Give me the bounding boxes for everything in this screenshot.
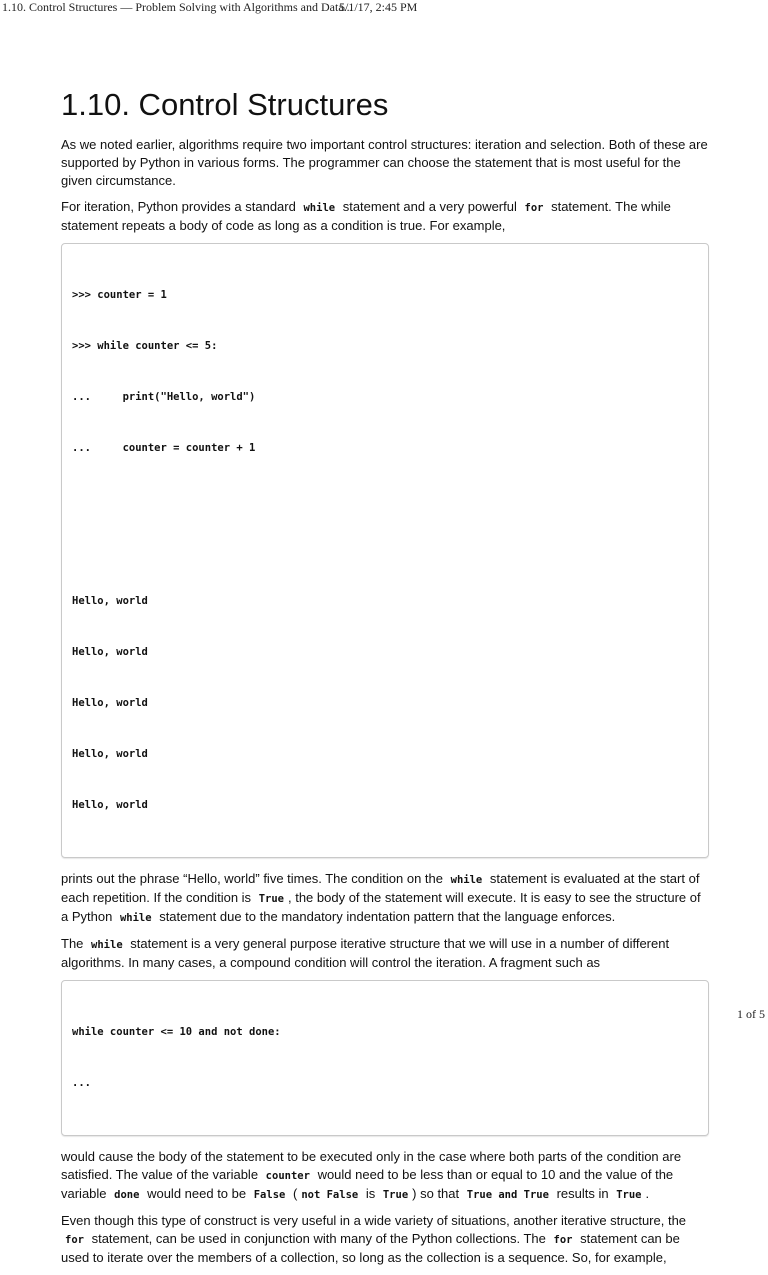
text: prints out the phrase “Hello, world” five times. The condition on the <box>61 871 444 886</box>
code-line <box>72 542 698 559</box>
code-line: >>> counter = 1 <box>72 289 167 301</box>
inline-code: True and True <box>466 1189 549 1201</box>
page-title: 1.10. Control Structures <box>61 87 389 122</box>
text: results in <box>556 1186 609 1201</box>
text: Even though this type of construct is very useful in a wide variety of situations, another iterative structure, the <box>61 1213 687 1228</box>
inline-code: True <box>616 1189 642 1201</box>
code-line <box>72 491 698 508</box>
code-line: ... <box>72 1077 91 1089</box>
text: statement due to the mandatory indentation pattern that the language enforces. <box>159 909 616 924</box>
inline-code: for <box>65 1234 84 1246</box>
paragraph-iteration <box>61 198 709 235</box>
paragraph-for-statement <box>61 1212 709 1267</box>
code-line: Hello, world <box>72 799 148 811</box>
code-block-while-example <box>61 243 709 858</box>
text: ) so that <box>412 1186 460 1201</box>
document-content <box>61 86 709 1275</box>
inline-code: while <box>119 912 152 924</box>
text: statement can be used to iterate over the members of a collection, so long as the collection is a sequence. So, for example, <box>61 1231 680 1265</box>
text: For iteration, Python provides a standard <box>61 199 296 214</box>
text: statement, can be used in conjunction with many of the Python collections. The <box>91 1231 546 1246</box>
code-line: Hello, world <box>72 595 148 607</box>
code-line: ... print("Hello, world") <box>72 391 256 403</box>
code-line: Hello, world <box>72 697 148 709</box>
paragraph-condition-result <box>61 1148 709 1204</box>
code-line: Hello, world <box>72 646 148 658</box>
print-header-title: 1.10. Control Structures — Problem Solving with Algorithms and Data... <box>2 0 353 14</box>
inline-code: True <box>258 893 284 905</box>
text: statement. The while statement repeats a body of code as long as a condition is true. For example, <box>61 199 671 233</box>
text: ( <box>292 1186 298 1201</box>
text: . <box>645 1186 650 1201</box>
inline-code: True <box>382 1189 409 1201</box>
code-block-compound-condition <box>61 980 709 1136</box>
inline-code: False <box>253 1189 286 1201</box>
print-header-datetime: 5/1/17, 2:45 PM <box>339 0 418 14</box>
inline-code: for <box>524 202 544 214</box>
text: , the body of the statement will execute. It is easy to see the structure of a Python <box>61 890 701 924</box>
paragraph-compound-condition <box>61 935 709 972</box>
text: would cause the body of the statement to be executed only in the case where both parts of the condition are satisfied. The value of the variable <box>61 1149 682 1182</box>
inline-code: while <box>303 202 336 214</box>
text: would need to be less than or equal to 10 and the value of the variable <box>61 1167 674 1201</box>
inline-code: for <box>553 1234 573 1246</box>
code-line: >>> while counter <= 5: <box>72 340 218 352</box>
inline-code: not False <box>301 1189 359 1201</box>
inline-code: counter <box>265 1170 310 1182</box>
paragraph-while-explanation <box>61 870 709 927</box>
text: The <box>61 936 84 951</box>
text: would need to be <box>147 1186 247 1201</box>
paragraph-intro: As we noted earlier, algorithms require two important control structures: iteration and selection. Both of these are supported by Python in various forms. The programmer can choose the statement that is most useful for the given circumstance. <box>61 137 708 188</box>
text: statement is a very general purpose iterative structure that we will use in a number of different algorithms. In many cases, a compound condition will control the iteration. A fragment such as <box>61 936 670 970</box>
inline-code: done <box>114 1189 140 1201</box>
text: statement is evaluated at the start of each repetition. If the condition is <box>61 871 700 905</box>
text: is <box>365 1186 376 1201</box>
code-line: Hello, world <box>72 748 148 760</box>
page-number: 1 of 5 <box>737 1007 765 1021</box>
inline-code: while <box>91 939 123 951</box>
inline-code: while <box>450 874 483 886</box>
text: statement and a very powerful <box>342 199 517 214</box>
code-line: while counter <= 10 and not done: <box>72 1026 281 1038</box>
code-line: ... counter = counter + 1 <box>72 442 256 454</box>
